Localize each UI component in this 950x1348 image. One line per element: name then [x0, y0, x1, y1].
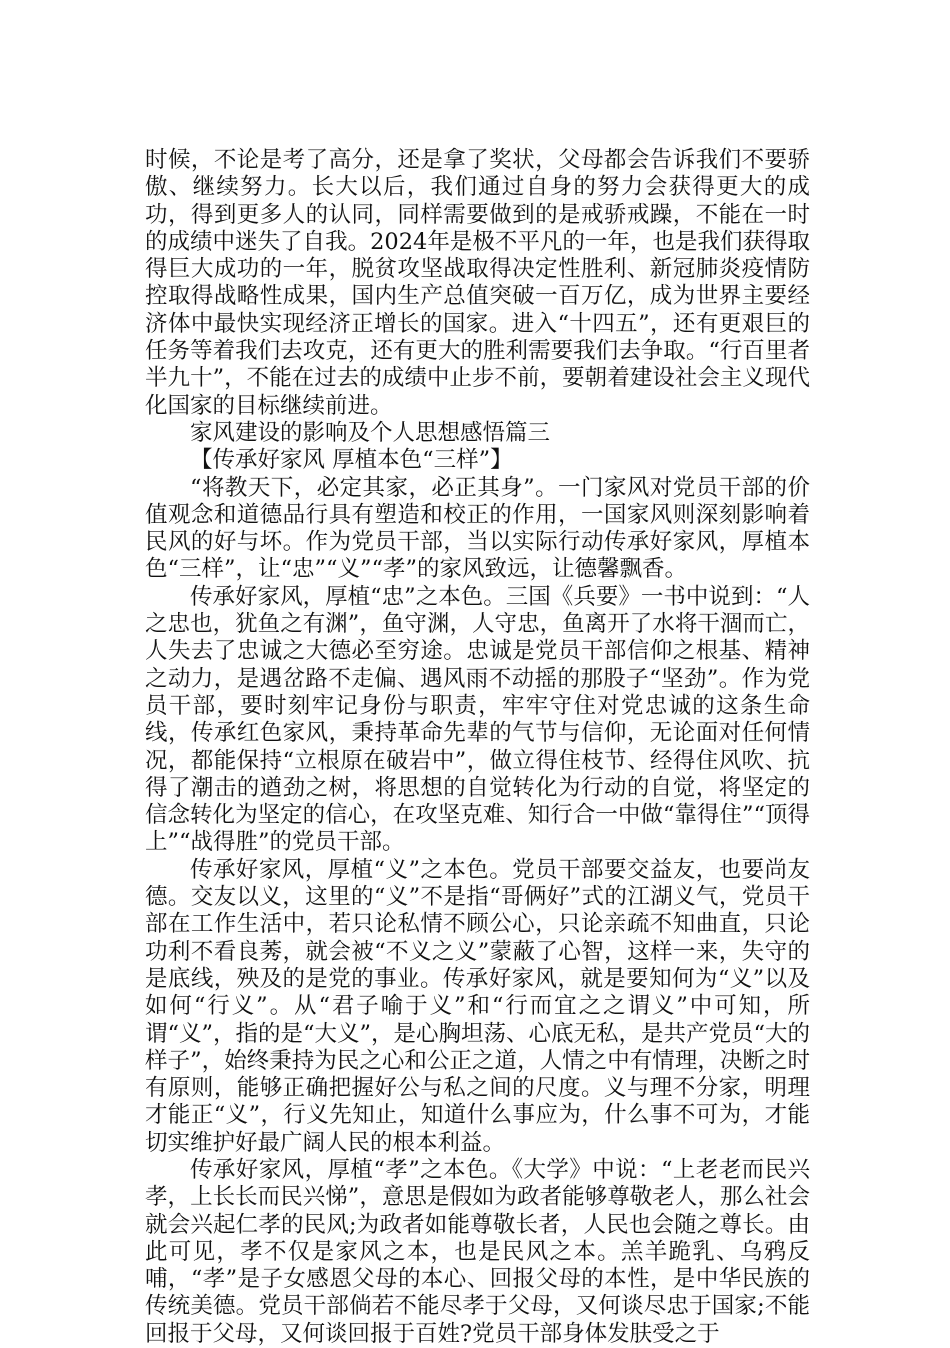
paragraph-loyalty: 传承好家风，厚植“忠”之本色。三国《兵要》一书中说到：“人之忠也，犹鱼之有渊”，鱼守渊，人守忠，鱼离开了水将干涸而亡，人失去了忠诚之大德必至穷途。忠诚是党员干部信仰之根基、精神之动力，是遇岔路不走偏、遇风雨不动摇的那股子“坚劲”。作为党员干部，要时刻牢记身份与职责，牢牢守住对党忠诚的这条生命线，传承红色家风，秉持革命先辈的气节与信仰，无论面对任何情况，都能保持“立根原在破岩中”，做立得住枝节、经得住风吹、抗得了潮击的遒劲之树，将思想的自觉转化为行动的自觉，将坚定的信念转化为坚定的信心，在攻坚克难、知行合一中做“靠得住”“顶得上”“战得胜”的党员干部。 — [145, 583, 810, 856]
section-title: 家风建设的影响及个人思想感悟篇三 — [190, 419, 551, 446]
paragraph-righteousness: 传承好家风，厚植“义”之本色。党员干部要交益友，也要尚友德。交友以义，这里的“义”不是指“哥俩好”式的江湖义气，党员干部在工作生活中，若只论私情不顾公心，只论亲疏不知曲直，只论功利不看良莠，就会被“不义之义”蒙蔽了心智，这样一来，失守的是底线，殃及的是党的事业。传承好家风，就是要知何为“义”以及如何“行义”。从“君子喻于义”和“行而宜之之谓义”中可知，所谓“义”，指的是“大义”，是心胸坦荡、心底无私，是共产党员“大的样子”，始终秉持为民之心和公正之道，人情之中有情理，决断之时有原则，能够正确把握好公与私之间的尺度。义与理不分家，明理才能正“义”，行义先知止，知道什么事应为，什么事不可为，才能切实维护好最广阔人民的根本利益。 — [145, 856, 811, 1156]
section-subtitle: 【传承好家风 厚植本色“三样”】 — [190, 447, 513, 474]
paragraph-continuation: 时候，不论是考了高分，还是拿了奖状，父母都会告诉我们不要骄傲、继续努力。长大以后，我们通过自身的努力会获得更大的成功，得到更多人的认同，同样需要做到的是戒骄戒躁，不能在一时的成绩中迷失了自我。2024年是极不平凡的一年，也是我们获得取得巨大成功的一年，脱贫攻坚战取得决定性胜利、新冠肺炎疫情防控取得战略性成果，国内生产总值突破一百万亿，成为世界主要经济体中最快实现经济正增长的国家。进入“十四五”，还有更艰巨的任务等着我们去攻克，还有更大的胜利需要我们去争取。“行百里者半九十”，不能在过去的成绩中止步不前，要朝着建设社会主义现代化国家的目标继续前进。 — [145, 147, 810, 419]
paragraph-intro: “将教天下，必定其家，必正其身”。一门家风对党员干部的价值观念和道德品行具有塑造和校正的作用，一国家风则深刻影响着民风的好与坏。作为党员干部，当以实际行动传承好家风，厚植本色“三样”，让“忠”“义”“孝”的家风致远，让德馨飘香。 — [145, 474, 810, 583]
paragraph-filial-piety: 传承好家风，厚植“孝”之本色。《大学》中说：“上老老而民兴孝，上长长而民兴悌”，意思是假如为政者能够尊敬老人，那么社会就会兴起仁孝的民风;为政者如能尊敬长者，人民也会随之尊长。由此可见，孝不仅是家风之本，也是民风之本。羔羊跪乳、乌鸦反哺，“孝”是子女感恩父母的本心、回报父母的本性，是中华民族的传统美德。党员干部倘若不能尽孝于父母，又何谈尽忠于国家;不能回报于父母，又何谈回报于百姓?党员干部身体发肤受之于 — [145, 1156, 810, 1347]
document-page — [145, 147, 810, 1348]
